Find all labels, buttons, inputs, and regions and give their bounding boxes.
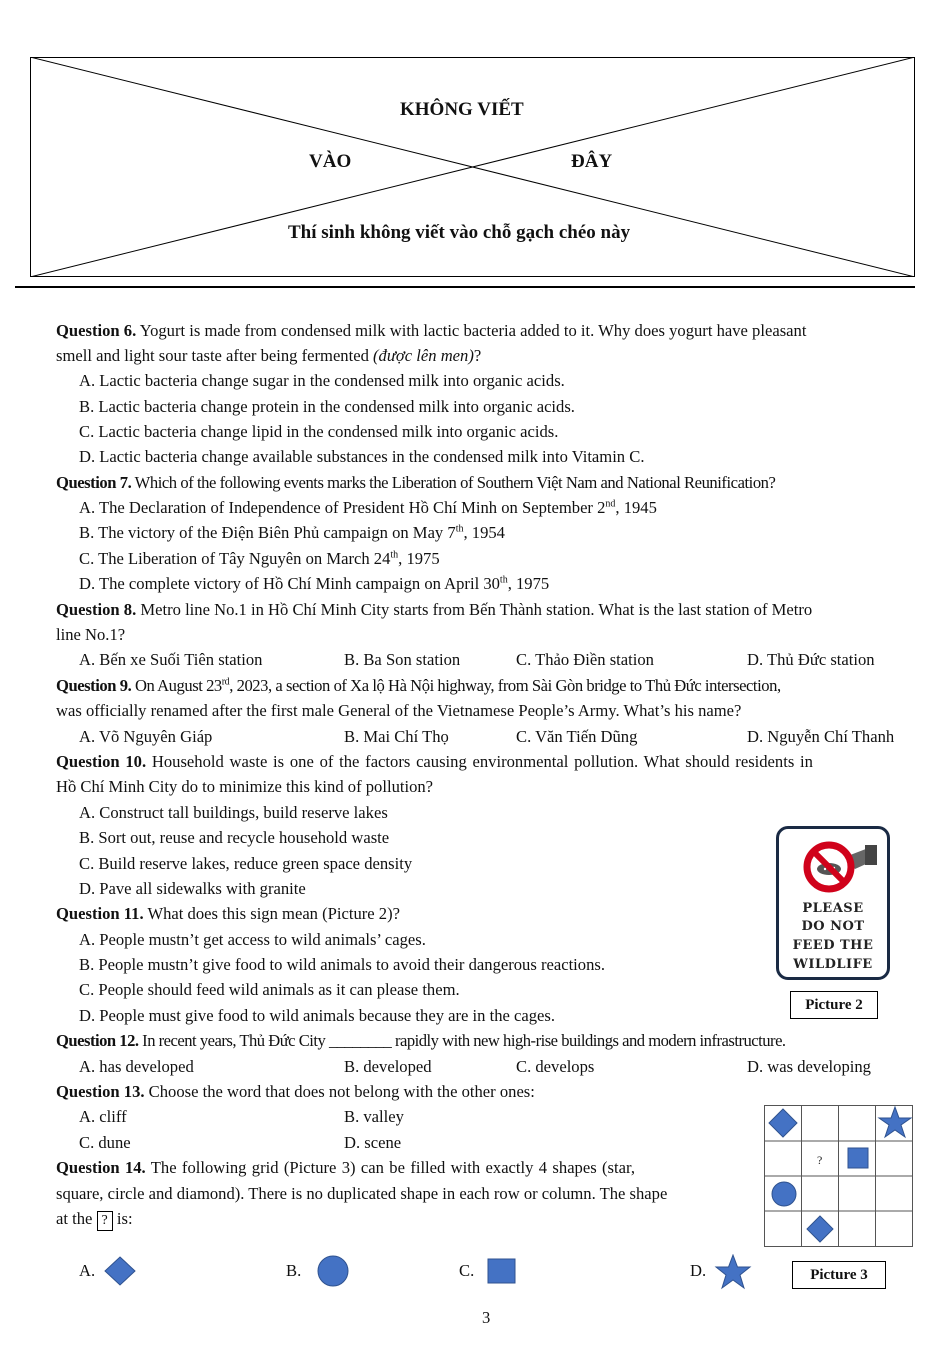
q6-option-a: A. Lactic bacteria change sugar in the condensed milk into organic acids. bbox=[79, 371, 565, 390]
q7-label: Question 7. bbox=[56, 473, 132, 492]
option-diamond-icon bbox=[103, 1256, 137, 1286]
q12-option-c: C. develops bbox=[516, 1057, 595, 1076]
no-feeding-sign bbox=[776, 826, 890, 980]
grid-diamond-icon bbox=[769, 1109, 797, 1137]
option-square-icon bbox=[486, 1257, 518, 1285]
q8-option-d: D. Thủ Đức station bbox=[747, 650, 875, 669]
q12-option-d: D. was developing bbox=[747, 1057, 871, 1076]
page-number: 3 bbox=[482, 1308, 491, 1327]
no-feeding-icon bbox=[779, 835, 887, 895]
header-right-word: ĐÂY bbox=[571, 151, 613, 172]
q9-option-c: C. Văn Tiến Dũng bbox=[516, 727, 638, 746]
q13-text: Choose the word that does not belong with the other ones: bbox=[148, 1082, 535, 1101]
sign-line-1: PLEASE bbox=[802, 901, 864, 916]
picture2-caption: Picture 2 bbox=[790, 991, 878, 1019]
q9-line1: Question 9. On August 23rd, 2023, a section of Xa lộ Hà Nội highway, from Sài Gòn bridge to Thủ Đức intersection, bbox=[56, 676, 781, 695]
q6-text2: smell and light sour taste after being fermented bbox=[56, 346, 374, 365]
q14-option-a-letter: A. bbox=[79, 1261, 96, 1280]
sign-text bbox=[779, 899, 887, 974]
no-write-box bbox=[30, 57, 915, 277]
sign-line-3: FEED THE bbox=[792, 938, 874, 953]
q7-option-a: A. The Declaration of Independence of President Hồ Chí Minh on September 2nd, 1945 bbox=[79, 498, 657, 517]
q12-option-a: A. has developed bbox=[79, 1057, 194, 1076]
q11-option-c: C. People should feed wild animals as it can please them. bbox=[79, 980, 460, 999]
q11-text: What does this sign mean (Picture 2)? bbox=[147, 904, 400, 923]
header-line1: KHÔNG VIẾT bbox=[400, 99, 524, 120]
q11-label: Question 11. bbox=[56, 904, 144, 923]
q14-line1 bbox=[56, 1155, 635, 1180]
q7-option-d: D. The complete victory of Hồ Chí Minh campaign on April 30th, 1975 bbox=[79, 574, 550, 593]
divider bbox=[15, 286, 915, 288]
q6-option-b: B. Lactic bacteria change protein in the condensed milk into organic acids. bbox=[79, 397, 575, 416]
q9-label: Question 9. bbox=[56, 676, 132, 695]
q11-option-d: D. People must give food to wild animals because they are in the cages. bbox=[79, 1006, 556, 1025]
q12-label: Question 12. bbox=[56, 1031, 139, 1050]
grid-square-icon bbox=[848, 1148, 868, 1168]
shape-grid bbox=[764, 1105, 914, 1255]
grid-circle-icon bbox=[772, 1182, 796, 1206]
q14-text1: The following grid (Picture 3) can be filled with exactly 4 shapes (star, bbox=[150, 1158, 635, 1177]
q8-text1: Metro line No.1 in Hồ Chí Minh City starts from Bến Thành station. What is the last station of Metro bbox=[140, 600, 813, 619]
q10-text1: Household waste is one of the factors causing environmental pollution. What should residents in bbox=[151, 752, 813, 771]
q13-option-b: B. valley bbox=[344, 1107, 404, 1126]
q12-option-b: B. developed bbox=[344, 1057, 432, 1076]
q6-option-d: D. Lactic bacteria change available substances in the condensed milk into Vitamin C. bbox=[79, 447, 645, 466]
q7-option-c: C. The Liberation of Tây Nguyên on March 24th, 1975 bbox=[79, 549, 440, 568]
grid-star-icon bbox=[879, 1107, 911, 1137]
q9-option-b: B. Mai Chí Thọ bbox=[344, 727, 449, 746]
q6-text2-italic: (được lên men) bbox=[373, 346, 474, 365]
q6-text1: Yogurt is made from condensed milk with lactic bacteria added to it. Why does yogurt have pleasant bbox=[139, 321, 807, 340]
q13-option-d: D. scene bbox=[344, 1133, 402, 1152]
q6-line1 bbox=[56, 318, 806, 343]
q8-line1 bbox=[56, 597, 812, 622]
sign-line-4: WILDLIFE bbox=[793, 957, 873, 972]
header-left-word: VÀO bbox=[309, 151, 352, 172]
q14-text2: square, circle and diamond). There is no duplicated shape in each row or column. The shape bbox=[56, 1184, 668, 1203]
q7-text: Which of the following events marks the Liberation of Southern Việt Nam and National Reunification? bbox=[134, 473, 776, 492]
grid-svg bbox=[764, 1105, 914, 1250]
q10-text2: Hồ Chí Minh City do to minimize this kind of pollution? bbox=[56, 777, 434, 796]
q10-option-a: A. Construct tall buildings, build reserve lakes bbox=[79, 803, 388, 822]
q6-text2-end: ? bbox=[473, 346, 482, 365]
grid-question-mark: ? bbox=[817, 1153, 823, 1167]
q14-option-b-letter: B. bbox=[286, 1261, 302, 1280]
q8-text2: line No.1? bbox=[56, 625, 126, 644]
picture3-caption: Picture 3 bbox=[792, 1261, 886, 1289]
q14-option-d-letter: D. bbox=[690, 1261, 707, 1280]
option-circle-icon bbox=[316, 1254, 350, 1288]
q10-label: Question 10. bbox=[56, 752, 147, 771]
q9-option-d: D. Nguyễn Chí Thanh bbox=[747, 727, 895, 746]
grid-diamond-icon-2 bbox=[807, 1216, 833, 1242]
q12-line1: Question 12. In recent years, Thủ Đức City ________ rapidly with new high-rise buildings and modern infrastructure. bbox=[56, 1031, 786, 1050]
sign-line-2: DO NOT bbox=[801, 919, 865, 934]
q13-option-c: C. dune bbox=[79, 1133, 131, 1152]
q14-option-c-letter: C. bbox=[459, 1261, 475, 1280]
q8-option-a: A. Bến xe Suối Tiên station bbox=[79, 650, 263, 669]
q6-option-c: C. Lactic bacteria change lipid in the condensed milk into organic acids. bbox=[79, 422, 559, 441]
q8-label: Question 8. bbox=[56, 600, 137, 619]
option-star-icon bbox=[714, 1254, 752, 1290]
q11-line1 bbox=[56, 901, 400, 926]
question-mark-box: ? bbox=[97, 1211, 113, 1231]
q7-line1 bbox=[56, 470, 775, 495]
q14-text3: at the ? is: bbox=[56, 1206, 133, 1231]
q13-line1 bbox=[56, 1079, 535, 1104]
q10-option-c: C. Build reserve lakes, reduce green space density bbox=[79, 854, 413, 873]
cross-lines bbox=[30, 57, 915, 277]
q13-label: Question 13. bbox=[56, 1082, 145, 1101]
q11-option-a: A. People mustn’t get access to wild animals’ cages. bbox=[79, 930, 426, 949]
q12-blank: ________ bbox=[328, 1031, 392, 1050]
q10-option-b: B. Sort out, reuse and recycle household waste bbox=[79, 828, 390, 847]
q8-option-c: C. Thảo Điền station bbox=[516, 650, 654, 669]
q9-option-a: A. Võ Nguyên Giáp bbox=[79, 727, 213, 746]
q6-label: Question 6. bbox=[56, 321, 137, 340]
header-instruction: Thí sinh không viết vào chỗ gạch chéo này bbox=[288, 222, 631, 243]
q10-line1 bbox=[56, 749, 813, 774]
q14-label: Question 14. bbox=[56, 1158, 146, 1177]
q8-option-b: B. Ba Son station bbox=[344, 650, 461, 669]
q6-line2 bbox=[56, 343, 481, 368]
q11-option-b: B. People mustn’t give food to wild animals to avoid their dangerous reactions. bbox=[79, 955, 605, 974]
q7-option-b: B. The victory of the Điện Biên Phủ campaign on May 7th, 1954 bbox=[79, 523, 505, 542]
q13-option-a: A. cliff bbox=[79, 1107, 127, 1126]
q9-text2: was officially renamed after the first male General of the Vietnamese People’s Army. What’s his name? bbox=[56, 701, 742, 720]
q10-option-d: D. Pave all sidewalks with granite bbox=[79, 879, 306, 898]
